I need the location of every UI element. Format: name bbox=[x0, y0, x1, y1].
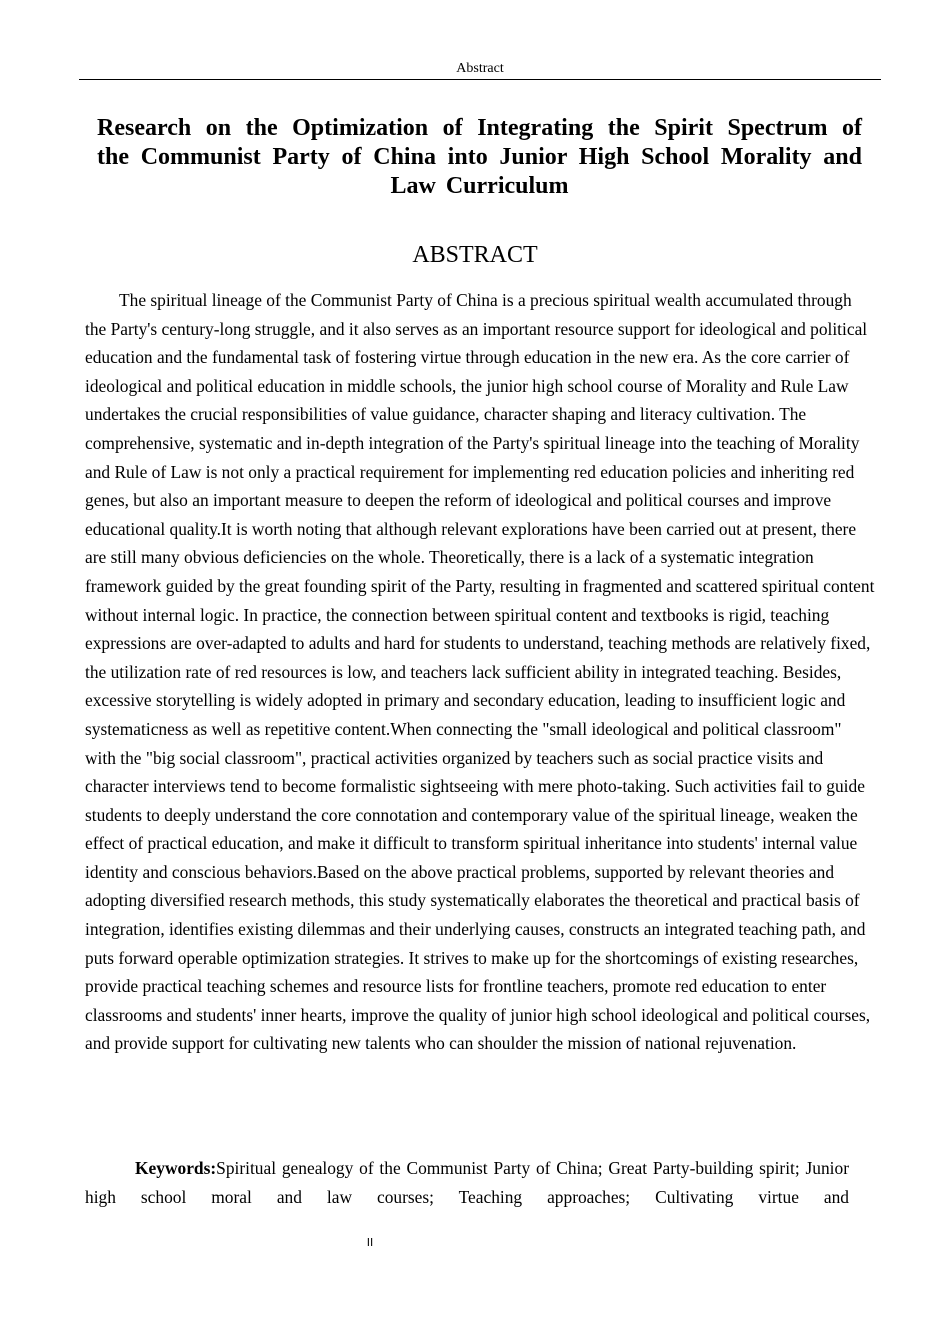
abstract-heading: ABSTRACT bbox=[412, 242, 538, 268]
page-number: II bbox=[366, 1236, 374, 1249]
keywords-text: Spiritual genealogy of the Communist Party of China; Great Party-building spirit; Junior high school moral and law courses; Teaching approaches; Cultivating virtue and bbox=[85, 1158, 849, 1207]
header-divider bbox=[79, 79, 881, 80]
keywords-paragraph bbox=[85, 1154, 849, 1212]
running-header: Abstract bbox=[456, 61, 504, 76]
keywords-label: Keywords: bbox=[135, 1158, 217, 1178]
abstract-body: The spiritual lineage of the Communist Party of China is a precious spiritual wealth accumulated through the Party's century-long struggle, and it also serves as an important resource support for ideological and political education and the fundamental task of fostering virtue through education in the new era. As the core carrier of ideological and political education in middle schools, the junior high school course of Morality and Rule Law undertakes the crucial responsibilities of value guidance, character shaping and literacy cultivation. The comprehensive, systematic and in-depth integration of the Party's spiritual lineage into the teaching of Morality and Rule of Law is not only a practical requirement for implementing red education policies and inheriting red genes, but also an important measure to deepen the reform of ideological and political courses and improve educational quality.It is worth noting that although relevant explorations have been carried out at present, there are still many obvious deficiencies on the whole. Theoretically, there is a lack of a systematic integration framework guided by the great founding spirit of the Party, resulting in fragmented and scattered spiritual content without internal logic. In practice, the connection between spiritual content and textbooks is rigid, teaching expressions are over-adapted to adults and hard for students to understand, teaching methods are relatively fixed, the utilization rate of red resources is low, and teachers lack sufficient ability in integrated teaching. Besides, excessive storytelling is widely adopted in primary and secondary education, leading to insufficient logic and systematicness as well as repetitive content.When connecting the "small ideological and political classroom" with the "big social classroom", practical activities organized by teachers such as social practice visits and character interviews tend to become formalistic sightseeing with mere photo-taking. Such activities fail to guide students to deeply understand the core connotation and contemporary value of the spiritual lineage, weaken the effect of practical education, and make it difficult to transform spiritual inheritance into students' internal value identity and conscious behaviors.Based on the above practical problems, supported by relevant theories and adopting diversified research methods, this study systematically elaborates the theoretical and practical basis of integration, identifies existing dilemmas and their underlying causes, constructs an integrated teaching path, and puts forward operable optimization strategies. It strives to make up for the shortcomings of existing researches, provide practical teaching schemes and resource lists for frontline teachers, promote red education to enter classrooms and students' inner hearts, improve the quality of junior high school ideological and political courses, and provide support for cultivating new talents who can shoulder the mission of national rejuvenation. bbox=[85, 290, 875, 1054]
paper-title: Research on the Optimization of Integrating the Spirit Spectrum of the Communist Party of China into Junior High School Morality and Law Curriculum bbox=[97, 115, 862, 199]
